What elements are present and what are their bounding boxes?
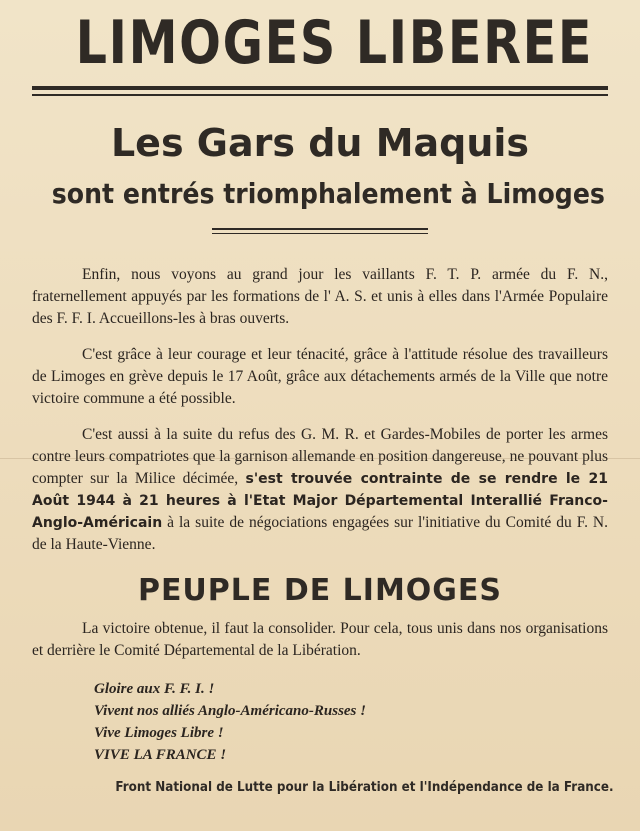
- paragraph-3-text-b: à la suite de négociations engagées sur l'initiative du Comité du F. N. de la Haute-Vienne.: [32, 514, 608, 553]
- signature: Front National de Lutte pour la Libération et l'Indépendance de la France.: [115, 780, 614, 795]
- paragraph-4: La victoire obtenue, il faut la consolider. Pour cela, tous unis dans nos organisations et derrière le Comité Départemental de la Libération.: [32, 620, 608, 659]
- paragraph-1: Enfin, nous voyons au grand jour les vaillants F. T. P. armée du F. N., fraternellement appuyés par les formations de l' A. S. et unis à elles dans l'Armée Populaire des F. F. I. Accueillons-les à bras ouverts.: [32, 266, 608, 327]
- headline-rule: [32, 86, 608, 96]
- slogan: Gloire aux F. F. I. !: [94, 681, 215, 697]
- subtitle-rule: [212, 228, 428, 234]
- slogan: VIVE LA FRANCE !: [94, 747, 227, 763]
- slogan: Vive Limoges Libre !: [94, 725, 224, 741]
- subtitle-line-1: Les Gars du Maquis: [110, 121, 530, 165]
- paragraph-3-text-a: C'est aussi à la suite du refus des G. M. R. et Gardes-Mobiles de porter les armes contre leurs compatriotes que la garnison allemande en position dangereuse, ne pouvant plus compter sur la Milice décimée,: [32, 426, 608, 487]
- slogan: Vivent nos alliés Anglo-Américano-Russes !: [94, 703, 366, 719]
- paragraph-3-bold: s'est trouvée contrainte de se rendre le 21 Août 1944 à 21 heures à l'Etat Major Départemental Interallié Franco-Anglo-Américain: [32, 471, 608, 531]
- paper-fold: [0, 458, 640, 459]
- slogan-list: [94, 678, 618, 766]
- paragraph-3: [22, 424, 618, 556]
- subtitle-line-2: sont entrés triomphalement à Limoges: [51, 177, 605, 210]
- peuple-heading: PEUPLE DE LIMOGES: [137, 573, 503, 608]
- headline: LIMOGES LIBEREE: [75, 8, 594, 78]
- paragraph-2: C'est grâce à leur courage et leur ténacité, grâce à l'attitude résolue des travailleurs de Limoges en grève depuis le 17 Août, grâce aux détachements armés de la Ville que notre victoire commune a été possible.: [32, 346, 608, 407]
